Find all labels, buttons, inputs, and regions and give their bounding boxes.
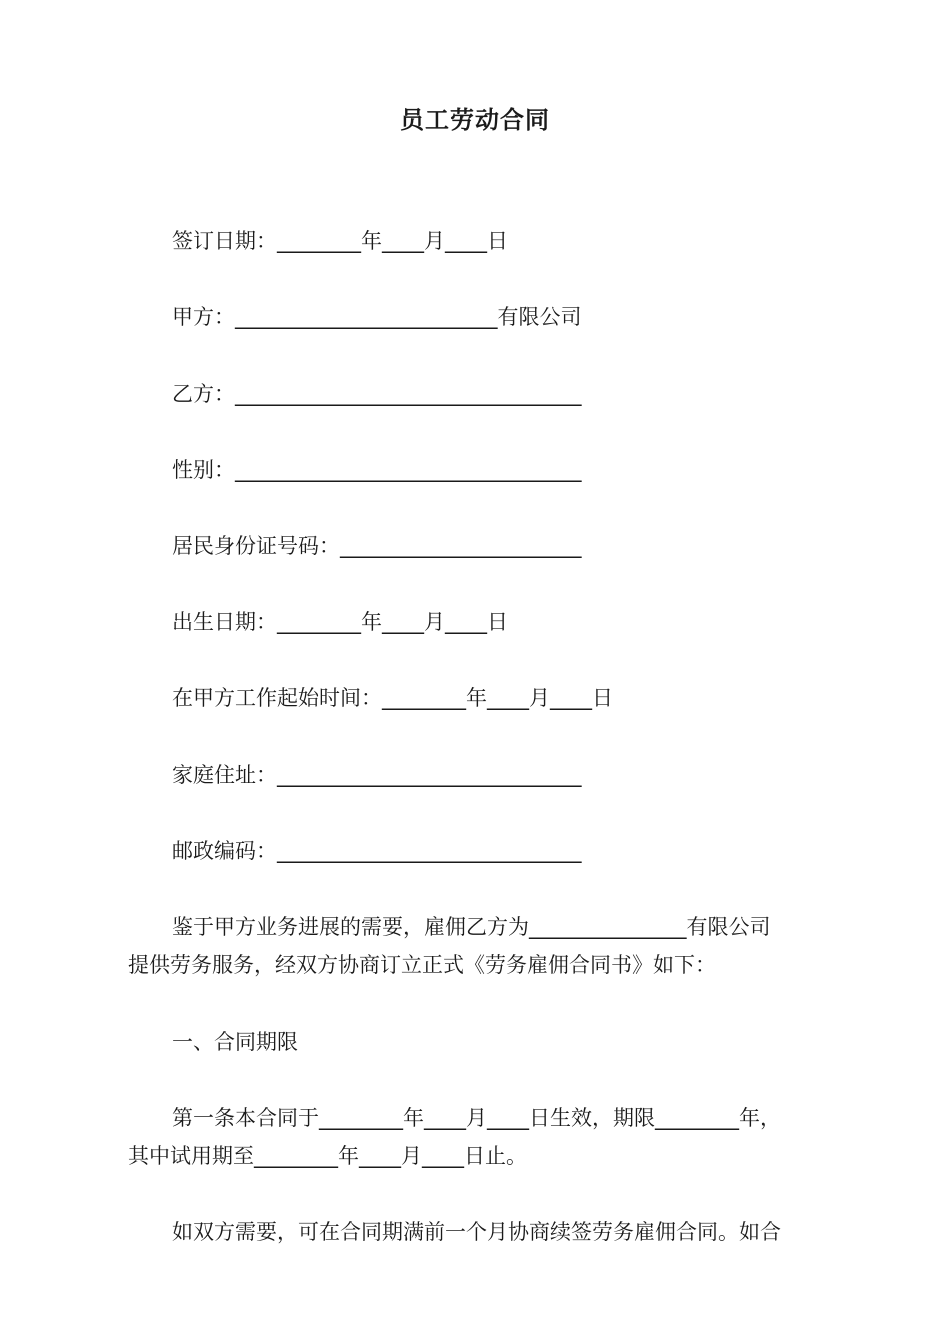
field-postal-code: 邮政编码：_____________________________ [172,839,582,863]
article-1-line-1: 第一条本合同于________年____月____日生效，期限________年， [172,1106,781,1130]
renewal-line-1: 如双方需要，可在合同期满前一个月协商续签劳务雇佣合同。如合 [172,1220,781,1244]
field-sign-date: 签订日期：________年____月____日 [172,229,508,253]
section-1-heading: 一、合同期限 [172,1030,298,1054]
field-birth-date: 出生日期：________年____月____日 [172,610,508,634]
field-start-date: 在甲方工作起始时间：________年____月____日 [172,686,613,710]
preamble-paragraph [128,908,828,984]
preamble-line-2: 提供劳务服务，经双方协商订立正式《劳务雇佣合同书》如下： [128,953,716,977]
field-gender: 性别：_________________________________ [172,458,582,482]
renewal-paragraph [128,1213,828,1251]
field-id-number: 居民身份证号码：_______________________ [172,534,582,558]
document-title: 员工劳动合同 [400,106,550,134]
field-party-a: 甲方：_________________________有限公司 [172,305,582,329]
field-party-b: 乙方：_________________________________ [172,382,582,406]
article-1-paragraph [128,1099,828,1175]
article-1-line-2: 其中试用期至________年____月____日止。 [128,1144,527,1168]
preamble-line-1: 鉴于甲方业务进展的需要，雇佣乙方为_______________有限公司 [172,915,771,939]
field-address: 家庭住址：_____________________________ [172,763,582,787]
